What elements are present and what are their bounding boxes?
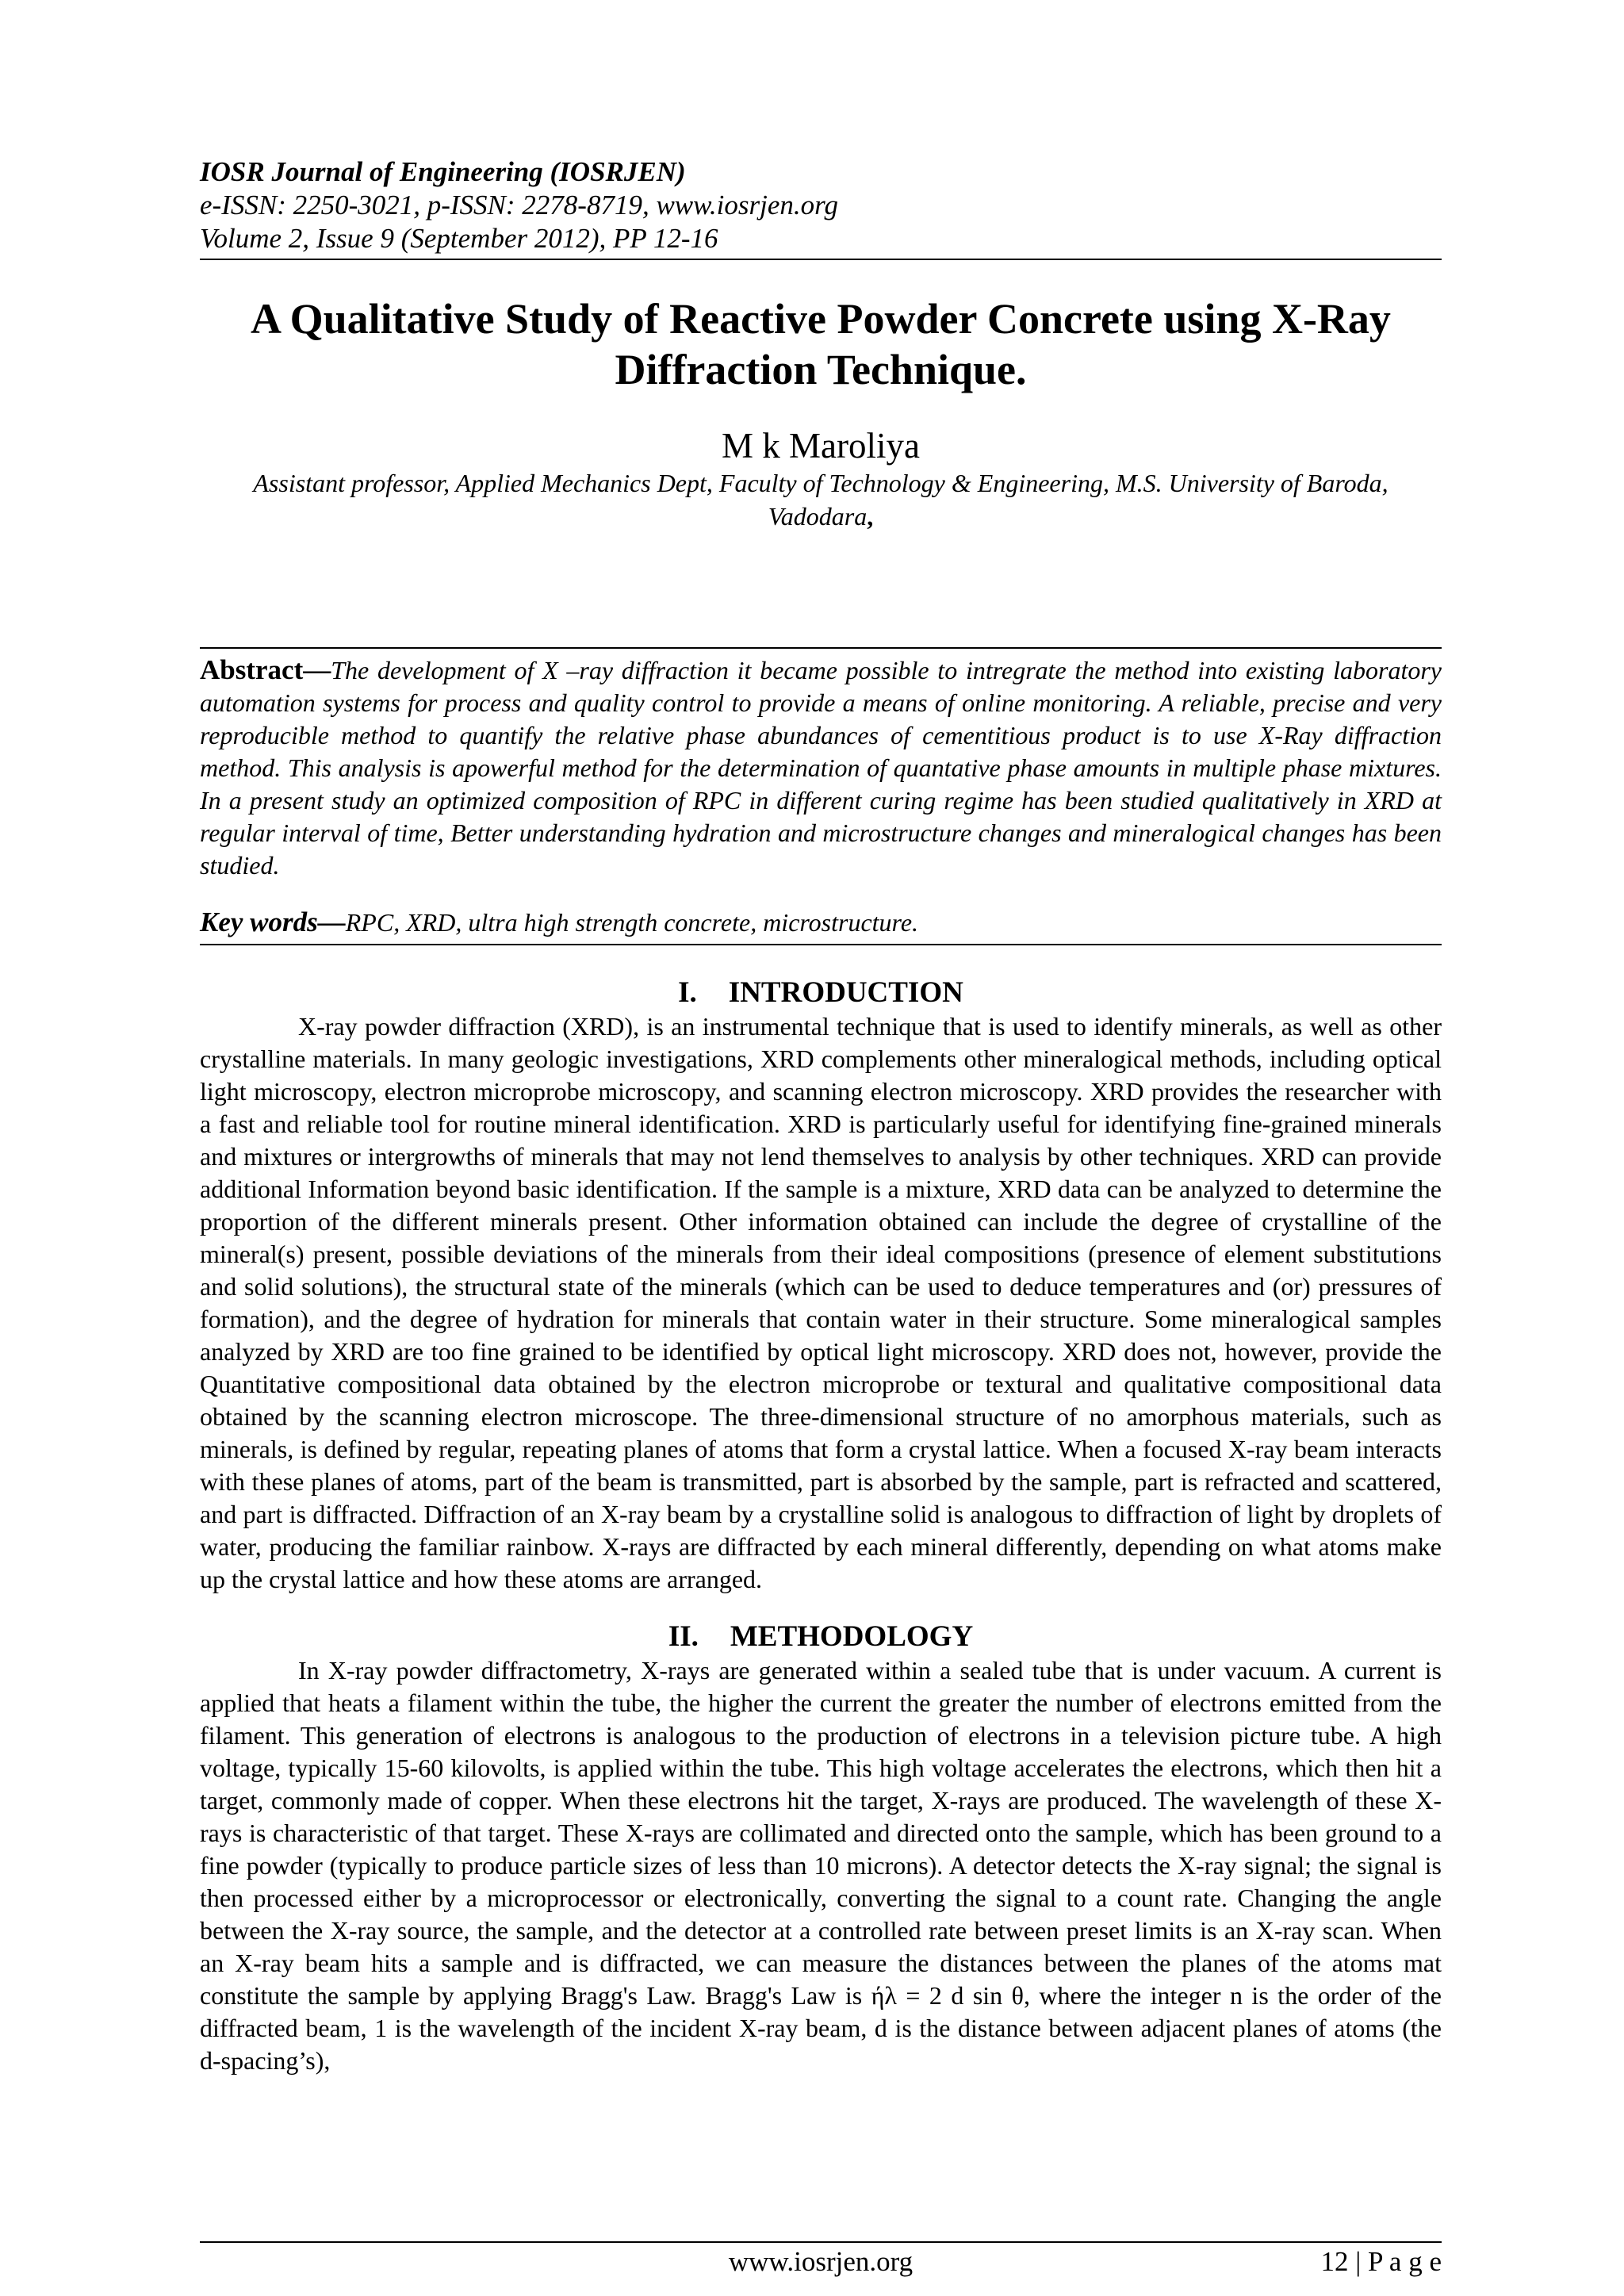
abstract-top-divider bbox=[200, 647, 1442, 649]
issn-line: e-ISSN: 2250-3021, p-ISSN: 2278-8719, www.iosrjen.org bbox=[200, 190, 838, 220]
abstract bbox=[200, 654, 1442, 882]
methodology-body: In X-ray powder diffractometry, X-rays are generated within a sealed tube that is under vacuum. A current is applied that heats a filament within the tube, the higher the current the greater the number of electrons emitted from the filament. This generation of electrons is analogous to the production of electrons in a television picture tube. A high voltage, typically 15-60 kilovolts, is applied within the tube. This high voltage accelerates the electrons, which then hit a target, commonly made of copper. When these electrons hit the target, X-rays are produced. The wavelength of these X-rays is characteristic of that target. These X-rays are collimated and directed onto the sample, which has been ground to a fine powder (typically to produce particle sizes of less than 10 microns). A detector detects the X-ray signal; the signal is then processed either by a microprocessor or electronically, converting the signal to a count rate. Changing the angle between the X-ray source, the sample, and the detector at a controlled rate between preset limits is an X-ray scan. When an X-ray beam hits a sample and is diffracted, we can measure the distances between the planes of the atoms mat constitute the sample by applying Bragg's Law. Bragg's Law is ήλ = 2 d sin θ, where the integer n is the order of the diffracted beam, 1 is the wavelength of the incident X-ray beam, d is the distance between adjacent planes of atoms (the d-spacing’s), bbox=[200, 1656, 1442, 2075]
affiliation-text: Assistant professor, Applied Mechanics Dept, Faculty of Technology & Engineering, M.S. University of Baroda, Vadodara bbox=[253, 469, 1388, 531]
author-name: M k Maroliya bbox=[722, 426, 920, 466]
footer-url: www.iosrjen.org bbox=[728, 2246, 914, 2277]
abstract-label: Abstract— bbox=[200, 654, 331, 685]
section-number: II. bbox=[668, 1620, 699, 1653]
section-title: METHODOLOGY bbox=[730, 1620, 974, 1653]
paper-page bbox=[200, 155, 1442, 2277]
journal-name: IOSR Journal of Engineering (IOSRJEN) bbox=[200, 156, 686, 187]
journal-header bbox=[200, 155, 1442, 255]
author-affiliation bbox=[200, 466, 1442, 533]
section-heading-methodology bbox=[200, 1619, 1442, 1654]
paper-title: A Qualitative Study of Reactive Powder Concrete using X-Ray Diffraction Technique. bbox=[251, 295, 1391, 393]
introduction-body: X-ray powder diffraction (XRD), is an instrumental technique that is used to identify minerals, as well as other crystalline materials. In many geologic investigations, XRD complements other mineralogical methods, including optical light microscopy, electron microprobe microscopy, and scanning electron microscopy. XRD provides the researcher with a fast and reliable tool for routine mineral identification. XRD is particularly useful for identifying fine-grained minerals and mixtures or intergrowths of minerals that may not lend themselves to analysis by other techniques. XRD can provide additional Information beyond basic identification. If the sample is a mixture, XRD data can be analyzed to determine the proportion of the different minerals present. Other information obtained can include the degree of crystalline of the mineral(s) present, possible deviations of the minerals from their ideal compositions (presence of element substitutions and solid solutions), the structural state of the minerals (which can be used to deduce temperatures and (or) pressures of formation), and the degree of hydration for minerals that contain water in their structure. Some mineralogical samples analyzed by XRD are too fine grained to be identified by optical light microscopy. XRD does not, however, provide the Quantitative compositional data obtained by the electron microprobe or textural and qualitative compositional data obtained by the scanning electron microscope. The three-dimensional structure of no amorphous materials, such as minerals, is defined by regular, repeating planes of atoms that form a crystal lattice. When a focused X-ray beam interacts with these planes of atoms, part of the beam is transmitted, part is absorbed by the sample, part is refracted and scattered, and part is diffracted. Diffraction of an X-ray beam by a crystalline solid is analogous to diffraction of light by droplets of water, producing the familiar rainbow. X-rays are diffracted by each mineral differently, depending on what atoms make up the crystal lattice and how these atoms are arranged. bbox=[200, 1012, 1442, 1593]
section-title: INTRODUCTION bbox=[728, 976, 963, 1009]
section-heading-introduction bbox=[200, 976, 1442, 1010]
keywords-text: RPC, XRD, ultra high strength concrete, microstructure. bbox=[345, 908, 919, 937]
header-divider bbox=[200, 259, 1442, 260]
page-footer bbox=[200, 2241, 1442, 2281]
affiliation-comma: , bbox=[867, 502, 874, 531]
abstract-text: The development of X –ray diffraction it became possible to intregrate the method into existing laboratory automation systems for process and quality control to provide a means of online monitoring. A reliable, precise and very reproducible method to quantify the relative phase abundances of cementitious product is to use X-Ray diffraction method. This analysis is apowerful method for the determination of quantative phase amounts in multiple phase mixtures. In a present study an optimized composition of RPC in different curing regime has been studied qualitatively in XRD at regular interval of time, Better understanding hydration and microstructure changes and mineralogical changes has been studied. bbox=[200, 656, 1442, 880]
keywords-label: Key words— bbox=[200, 907, 346, 937]
keywords bbox=[200, 906, 1442, 939]
page-number: 12 | P a g e bbox=[1320, 2246, 1442, 2277]
volume-line: Volume 2, Issue 9 (September 2012), PP 12-16 bbox=[200, 223, 718, 254]
section-number: I. bbox=[678, 976, 697, 1009]
keywords-divider bbox=[200, 944, 1442, 945]
